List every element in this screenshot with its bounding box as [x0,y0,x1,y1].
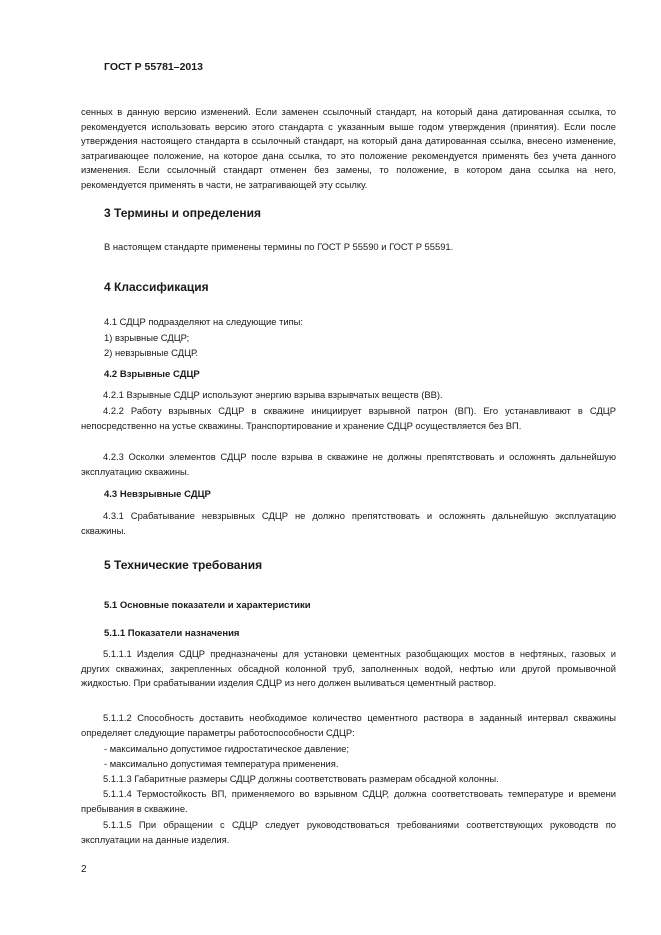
section-5-1-title: 5.1 Основные показатели и характеристики [104,600,311,611]
document-header: ГОСТ Р 55781–2013 [104,61,203,73]
paragraph-5-1-1-4: 5.1.1.4 Термостойкость ВП, применяемого во взрывном СДЦР, должна соответствовать температуре и времени пребывания в скважине. [81,788,616,814]
intro-paragraph: сенных в данную версию изменений. Если заменен ссылочный стандарт, на который дана датированная ссылка, то рекомендуется использовать версию этого стандарта с указанным выше годом утверждения (принятия). Если после утверждения настоящего стандарта в ссылочный стандарт, на который дана датированная ссылка, внесено изменение, затрагивающее положение, на которое дана ссылка, то это положение рекомендуется применять без учета данного изменения. Если ссылочный стандарт отменен без замены, то положение, в котором дана ссылка на него, рекомендуется применять в части, не затрагивающей эту ссылку. [81,106,616,190]
paragraph-4-3-1: 4.3.1 Срабатывание невзрывных СДЦР не должно препятствовать и осложнять дальнейшую эксплуатацию скважины. [81,510,616,536]
section-4-title: 4 Классификация [104,280,209,294]
section-5-title: 5 Технические требования [104,558,263,572]
paragraph-5-1-1-1: 5.1.1.1 Изделия СДЦР предназначены для установки цементных разобщающих мостов в нефтяных, газовых и других скважинах, закрепленных обсадной колонной труб, заполненных водой, нефтью или другой промывочной жидкостью. При срабатывании изделия СДЦР из него должен выливаться цементный раствор. [81,648,616,689]
paragraph-5-1-1-3: 5.1.1.3 Габаритные размеры СДЦР должны соответствовать размерам обсадной колонны. [103,773,499,784]
dash-item-1: - максимально допустимое гидростатическое давление; [104,743,349,754]
paragraph-5-1-1-5: 5.1.1.5 При обращении с СДЦР следует руководствоваться требованиями соответствующих руководств по эксплуатации на данные изделия. [81,819,616,845]
list-item-2: 2) невзрывные СДЦР. [104,347,199,358]
paragraph-4-1: 4.1 СДЦР подразделяют на следующие типы: [104,316,304,327]
section-3-text: В настоящем стандарте применены термины по ГОСТ Р 55590 и ГОСТ Р 55591. [104,241,454,252]
section-4-2-title: 4.2 Взрывные СДЦР [104,369,200,380]
paragraph-4-2-2: 4.2.2 Работу взрывных СДЦР в скважине инициирует взрывной патрон (ВП). Его устанавливают в СДЦР непосредственно на устье скважины. Транспортирование и хранение СДЦР осуществляется без ВП. [81,405,616,431]
paragraph-5-1-1-2: 5.1.1.2 Способность доставить необходимое количество цементного раствора в заданный интервал скважины определяет следующие параметры работоспособности СДЦР: [81,712,616,738]
section-5-1-1-title: 5.1.1 Показатели назначения [104,628,240,639]
list-item-1: 1) взрывные СДЦР; [104,332,190,343]
paragraph-4-2-1: 4.2.1 Взрывные СДЦР используют энергию взрыва взрывчатых веществ (ВВ). [103,389,443,400]
section-4-3-title: 4.3 Невзрывные СДЦР [104,489,211,500]
page-number: 2 [81,864,87,875]
paragraph-4-2-3: 4.2.3 Осколки элементов СДЦР после взрыва в скважине не должны препятствовать и осложнять дальнейшую эксплуатацию скважины. [81,451,616,477]
dash-item-2: - максимально допустимая температура применения. [104,758,339,769]
section-3-title: 3 Термины и определения [104,206,262,220]
